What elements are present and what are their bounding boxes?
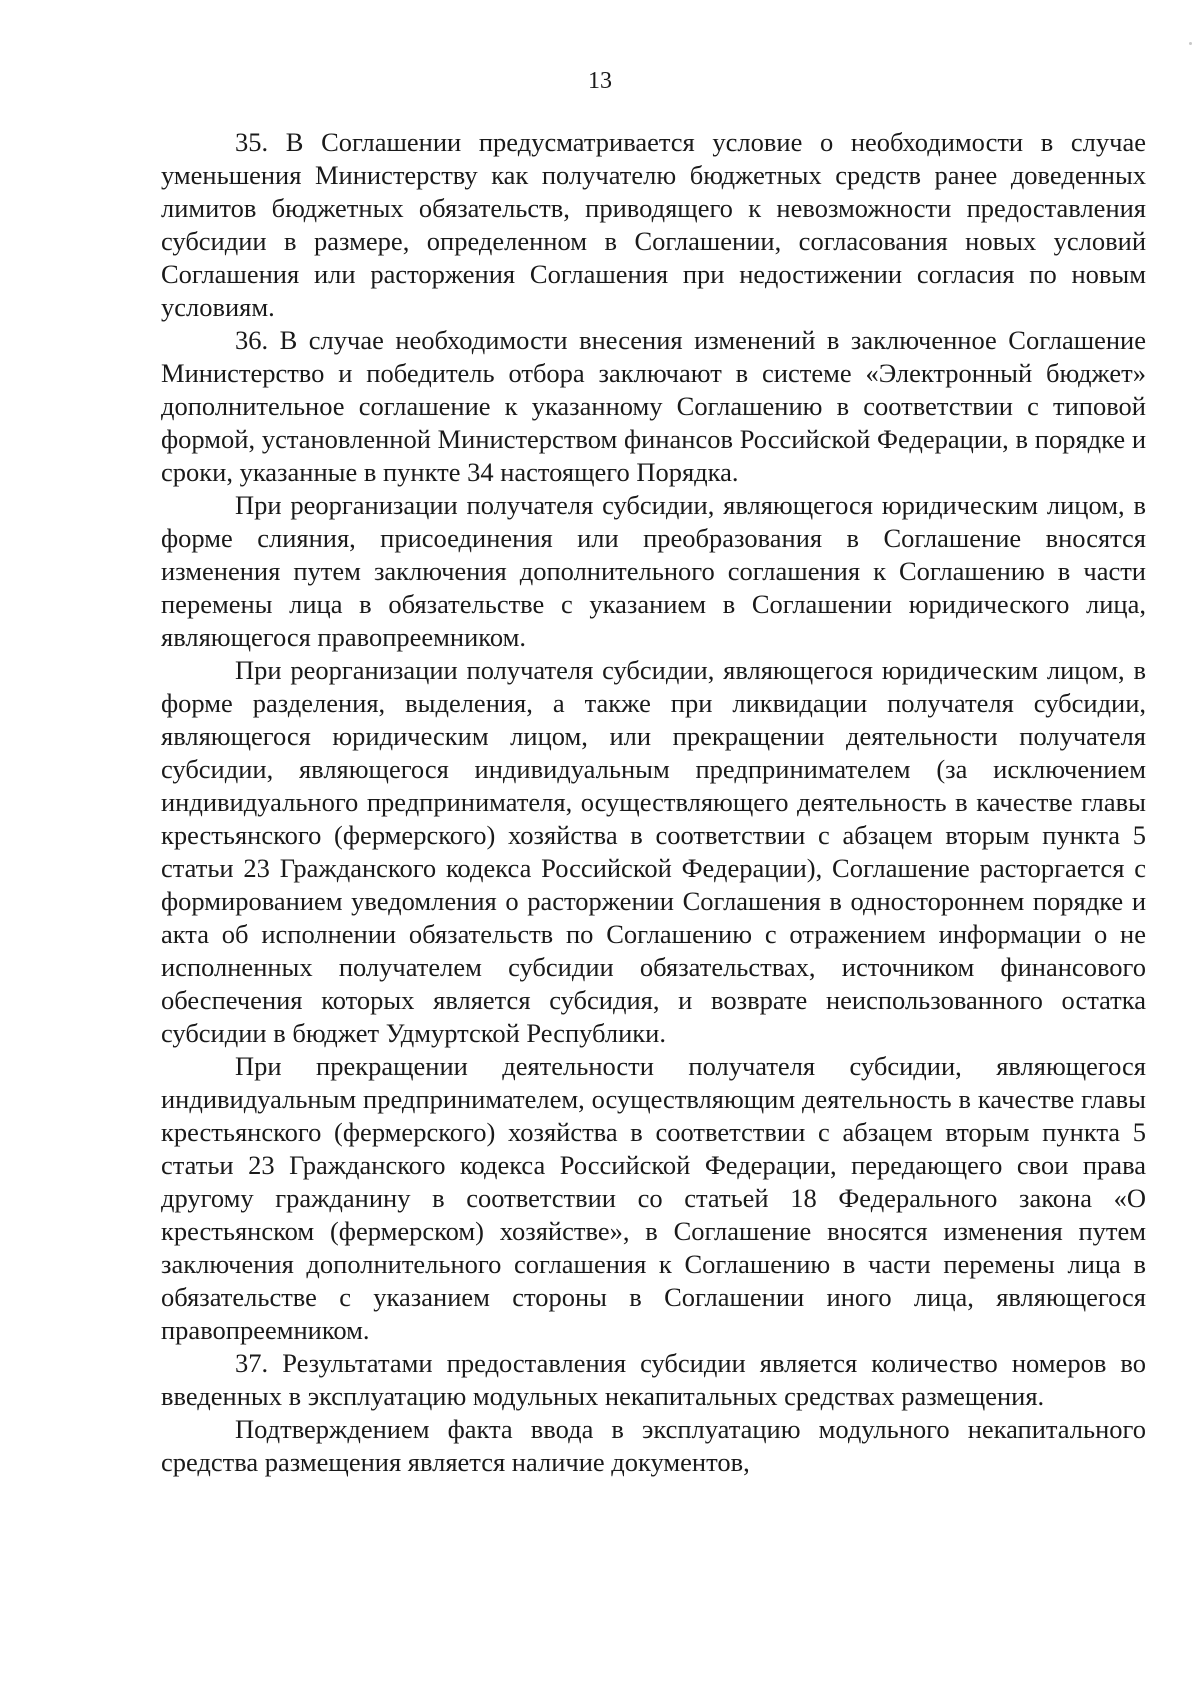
paragraph-entrepreneur-termination: При прекращении деятельности получателя субсидии, являющегося индивидуальным предпринимателем, осуществляющим деятельность в качестве главы крестьянского (фермерского) хозяйства в соответствии с абзацем вторым пункта 5 статьи 23 Гражданского кодекса Российской Федерации, передающего свои права другому гражданину в соответствии со статьей 18 Федерального закона «О крестьянском (фермерском) хозяйстве», в Соглашение вносятся изменения путем заключения дополнительного соглашения к Соглашению в части перемены лица в обязательстве с указанием стороны в Соглашении иного лица, являющегося правопреемником. — [161, 1051, 1146, 1345]
paragraph-37: 37. Результатами предоставления субсидии является количество номеров во введенных в эксплуатацию модульных некапитальных средствах размещения. — [161, 1348, 1146, 1411]
scan-speck — [1189, 42, 1192, 45]
paragraph-36: 36. В случае необходимости внесения изменений в заключенное Соглашение Министерство и победитель отбора заключают в системе «Электронный бюджет» дополнительное соглашение к указанному Соглашению в соответствии с типовой формой, установленной Министерством финансов Российской Федерации, в порядке и сроки, указанные в пункте 34 настоящего Порядка. — [161, 325, 1146, 487]
paragraph-reorganization-division: При реорганизации получателя субсидии, являющегося юридическим лицом, в форме разделения, выделения, а также при ликвидации получателя субсидии, являющегося юридическим лицом, или прекращении деятельности получателя субсидии, являющегося индивидуальным предпринимателем (за исключением индивидуального предпринимателя, осуществляющего деятельность в качестве главы крестьянского (фермерского) хозяйства в соответствии с абзацем вторым пункта 5 статьи 23 Гражданского кодекса Российской Федерации), Соглашение расторгается с формированием уведомления о расторжении Соглашения в одностороннем порядке и акта об исполнении обязательств по Соглашению с отражением информации о не исполненных получателем субсидии обязательствах, источником финансового обеспечения которых является субсидия, и возврате неиспользованного остатка субсидии в бюджет Удмуртской Республики. — [161, 655, 1146, 1048]
paragraph-reorganization-merger: При реорганизации получателя субсидии, являющегося юридическим лицом, в форме слияния, присоединения или преобразования в Соглашение вносятся изменения путем заключения дополнительного соглашения к Соглашению в части перемены лица в обязательстве с указанием в Соглашении юридического лица, являющегося правопреемником. — [161, 490, 1146, 652]
page-number: 13 — [588, 68, 612, 94]
paragraph-35: 35. В Соглашении предусматривается условие о необходимости в случае уменьшения Министерству как получателю бюджетных средств ранее доведенных лимитов бюджетных обязательств, приводящего к невозможности предоставления субсидии в размере, определенном в Соглашении, согласования новых условий Соглашения или расторжения Соглашения при недостижении согласия по новым условиям. — [161, 127, 1146, 322]
document-body — [161, 126, 1146, 1479]
paragraph-confirmation: Подтверждением факта ввода в эксплуатацию модульного некапитального средства размещения является наличие документов, — [161, 1414, 1146, 1477]
